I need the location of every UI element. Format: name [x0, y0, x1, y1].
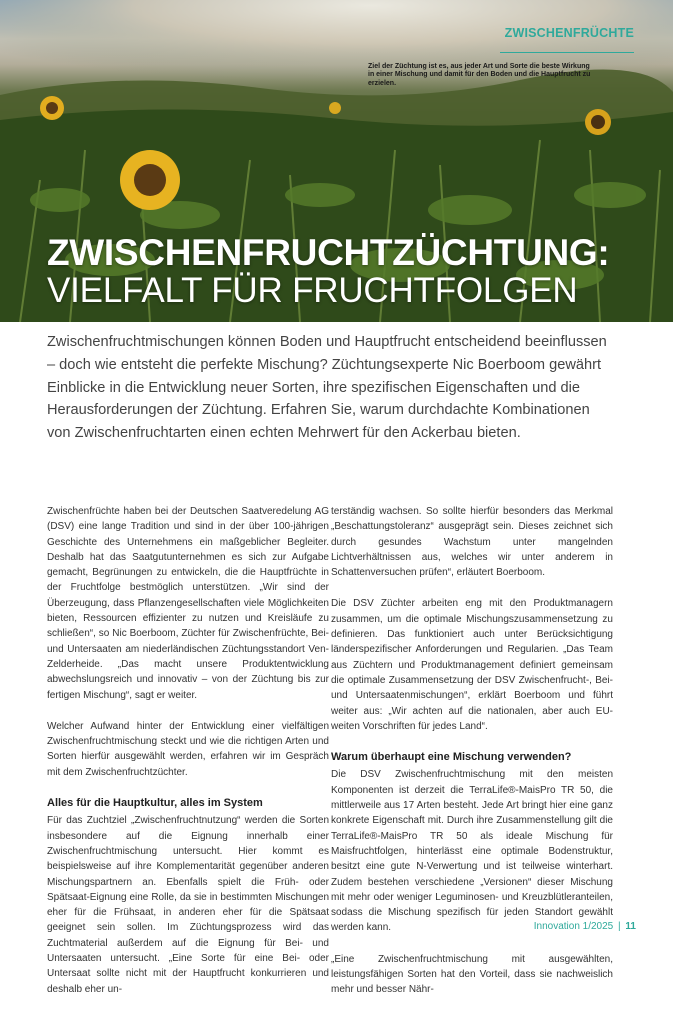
- magazine-issue: Innovation 1/2025: [533, 921, 614, 932]
- section-rule: [500, 52, 634, 53]
- text-column-right: [331, 504, 613, 1014]
- body-paragraph: Zwischenfrüchte haben bei der Deutschen Saatveredelung AG (DSV) eine lange Tradition und sind in der über 100-jährigen Geschichte des Unternehmens ein maßgeblicher Begleiter. Deshalb hat das Saatgutunternehmen es sich zur Aufgabe gemacht, Begrünungen zu entwickeln, die die Hauptfrüchte in der Fruchtfolge bestmöglich unterstützen. „Wir sind der Überzeugung, dass Pflanzengesellschaften viele Möglichkeiten bieten, Ressourcen effizienter zu nutzen und Kreisläufe zu schließen“, so Nic Boerboom, Züchter für Zwischenfrüchte, Bei- und Untersaaten am niederländischen Züchtungsstandort Ven-Zelderheide. „Das macht unsere Produktentwicklung abwechslungsreich und innovativ – von der Züchtung bis zur fertigen Mischung“, sagt er weiter.: [47, 506, 329, 701]
- lead-paragraph: Zwischenfruchtmischungen können Boden und Hauptfrucht entscheidend beeinflussen – doch wie entsteht die perfekte Mischung? Züchtungsexperte Nic Boerboom gewährt Einblicke in die Entwicklung neuer Sorten, ihre spezifischen Eigenschaften und die Herausforderungen der Züchtung. Erfahren Sie, warum durchdachte Kombinationen von Zwischenfruchtarten einen echten Mehrwert für den Ackerbau bieten.: [47, 334, 607, 442]
- text-column-left: [47, 504, 329, 1013]
- image-caption: Ziel der Züchtung ist es, aus jeder Art und Sorte die beste Wirkung in einer Mischung und damit für den Boden und die Hauptfrucht zu erzielen.: [368, 63, 591, 87]
- hero-photo-sunflower-field: [0, 0, 673, 322]
- body-paragraph: Für das Zuchtziel „Zwischenfruchtnutzung“ werden die Sorten insbesondere auf die Eignung innerhalb einer Zwischenfruchtmischung untersucht. Hier kommt es beispielsweise auf ihre Komplementarität gegenüber anderen Mischungspartnern an. Ebenfalls spielt die Früh- oder Spätsaat-Eignung eine Rolle, da sie in bestimmten Mischungen eher für die Frühsaat, in anderen eher für die Spätsaat geeignet sein sollen. Im Züchtungsprozess wird das Zuchtmaterial außerdem auf die Eignung für Bei- und Untersaaten untersucht. „Eine Sorte für eine Bei- oder Untersaat sollte nicht mit der Hauptfrucht konkurrieren und deshalb eher un-: [47, 815, 329, 995]
- article-title: ZWISCHENFRUCHTZÜCHTUNG:: [47, 232, 610, 273]
- page-footer: [534, 921, 636, 932]
- page-number: 11: [625, 921, 636, 932]
- article-subtitle: VIELFALT FÜR FRUCHTFOLGEN: [47, 271, 578, 310]
- body-paragraph: Die DSV Zwischenfruchtmischung mit den meisten Komponenten ist derzeit die TerraLife®-MaisPro TR 50, die mittlerweile aus 17 Arten besteht. Jede Art bringt hier eine ganz konkrete Eigenschaft mit. Durch ihre Zusammenstellung gilt die TerraLife®-MaisPro TR 50 als ideale Mischung für Maisfruchtfolgen, hinterlässt eine optimale Bodenstruktur, besitzt eine gute N-Verwertung und ist teilweise winterhart. Zudem bestehen verschiedene „Versionen“ dieser Mischung mit mehr oder weniger Leguminosen- und Kreuzblütleranteilen, sodass die Mischung spezifisch für jeden Standort gewählt werden kann.: [331, 769, 613, 934]
- section-heading: Alles für die Hauptkultur, alles im System: [47, 797, 263, 810]
- body-paragraph: Welcher Aufwand hinter der Entwicklung einer vielfältigen Zwischenfruchtmischung steckt und wie die richtigen Arten und Sorten hierfür ausgewählt werden, erfahren wir im Gespräch mit dem Zwischenfruchtzüchter.: [47, 720, 329, 778]
- body-paragraph: „Eine Zwischenfruchtmischung mit ausgewählten, leistungsfähigen Sorten hat den Vorteil, dass sie nachweislich mehr und besser Nähr-: [331, 953, 613, 996]
- section-tag: ZWISCHENFRÜCHTE: [504, 26, 634, 40]
- sunflower-large: [120, 150, 180, 210]
- section-heading: Warum überhaupt eine Mischung verwenden?: [331, 751, 572, 764]
- footer-separator: |: [618, 921, 621, 932]
- body-paragraph: terständig wachsen. So sollte hierfür besonders das Merkmal „Beschattungstoleranz“ ausgeprägt sein. Dieses zeichnet sich durch gesundes Wachstum unter mangelnden Lichtverhältnissen aus, welches wir unter anderem in Schattenversuchen prüfen“, erläutert Boerboom.: [331, 506, 613, 579]
- body-paragraph: Die DSV Züchter arbeiten eng mit den Produktmanagern zusammen, um die optimale Mischungszusammensetzung zu definieren. Das funktioniert auch unter Berücksichtigung länderspezifischer Anforderungen und Regularien. „Das Team aus Züchtern und Produktmanagement definiert gemeinsam die optimale Zusammensetzung der DSV Zwischenfrucht-, Bei- und Untersaatenmischungen“, erklärt Boerboom und führt weiter aus: „Wir achten auf die nationalen, aber auch EU-weiten Vorschriften für jedes Land“.: [331, 598, 613, 732]
